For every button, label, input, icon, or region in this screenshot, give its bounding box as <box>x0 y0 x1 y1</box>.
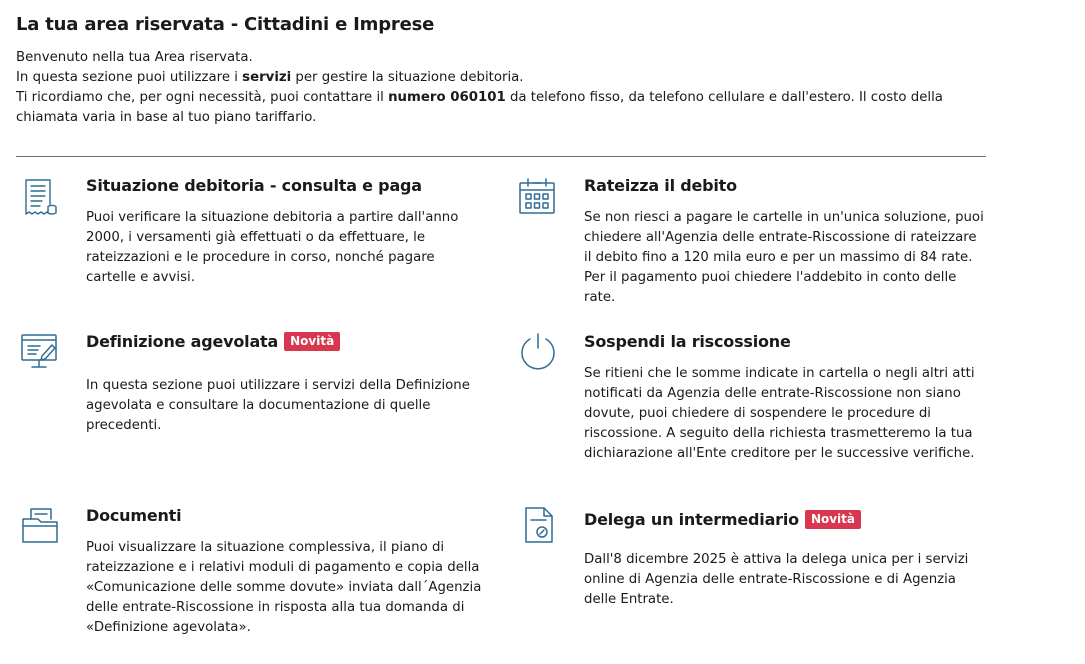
card-title-row <box>584 332 791 351</box>
card-title-row <box>86 176 422 195</box>
folder-document-icon <box>21 506 61 546</box>
card-sospendi-riscossione[interactable] <box>514 332 975 472</box>
card-title-row <box>584 176 737 195</box>
intro-services <box>16 68 976 88</box>
intro-contact-pre: Ti ricordiamo che, per ogni necessità, puoi contattare il <box>16 90 389 105</box>
intro-services-link[interactable]: servizi <box>242 70 292 85</box>
card-rateizza-debito[interactable] <box>514 176 984 305</box>
card-title-rateizza-debito[interactable]: Rateizza il debito <box>584 176 737 195</box>
card-desc-documenti: Puoi visualizzare la situazione complessiva, il piano di rateizzazione e i relativi moduli di pagamento e copia della «Comunicazione delle somme dovute» inviata dall´Agenzia delle entrate-Riscossione in risposta alla tua domanda di «Definizione agevolata». <box>86 540 482 635</box>
card-title-definizione-agevolata[interactable]: Definizione agevolata <box>86 332 279 351</box>
card-desc-rateizza-debito: Se non riesci a pagare le cartelle in un'unica soluzione, puoi chiedere all'Agenzia delle entrate-Riscossione di rateizzare il debito fino a 120 mila euro e per un massimo di 84 rate. Per il pagamento puoi chiedere l'addebito in conto delle rate. <box>584 210 984 305</box>
card-documenti[interactable] <box>16 506 482 646</box>
card-desc-sospendi-riscossione: Se ritieni che le somme indicate in cartella o negli altri atti notificati da Agenzia delle entrate-Riscossione non siano dovute, puoi chiedere di sospendere le procedure di riscossione. A seguito della richiesta trasmetteremo la tua dichiarazione all'Ente creditore per le successive verifiche. <box>584 366 975 461</box>
intro-text <box>16 48 976 128</box>
intro-phone-number: numero 060101 <box>388 90 506 105</box>
page-title: La tua area riservata - Cittadini e Imprese <box>16 14 435 35</box>
novita-badge: Novità <box>805 510 861 529</box>
intro-services-pre: In questa sezione puoi utilizzare i <box>16 70 243 85</box>
card-desc-definizione-agevolata: In questa sezione puoi utilizzare i servizi della Definizione agevolata e consultare la documentazione di quelle precedenti. <box>86 378 470 433</box>
card-delega-intermediario[interactable] <box>514 506 969 626</box>
novita-badge: Novità <box>284 332 340 351</box>
card-desc-delega-intermediario: Dall'8 dicembre 2025 è attiva la delega unica per i servizi online di Agenzia delle entrate-Riscossione e di Agenzia delle Entrate. <box>584 552 969 607</box>
intro-contact-post: da telefono fisso, da telefono cellulare e dall'estero. Il costo della chiamata varia in base al tuo piano tariffario. <box>16 90 943 125</box>
section-divider <box>16 156 986 157</box>
card-title-row <box>86 332 340 351</box>
card-situazione-debitoria[interactable] <box>16 176 459 296</box>
card-title-documenti[interactable]: Documenti <box>86 506 182 525</box>
card-definizione-agevolata[interactable] <box>16 332 470 452</box>
card-title-sospendi-riscossione[interactable]: Sospendi la riscossione <box>584 332 791 351</box>
receipt-icon <box>22 178 62 218</box>
card-title-situazione-debitoria[interactable]: Situazione debitoria - consulta e paga <box>86 176 422 195</box>
power-icon <box>518 332 558 372</box>
document-check-icon <box>522 506 562 546</box>
card-title-delega-intermediario[interactable]: Delega un intermediario <box>584 510 799 529</box>
calendar-icon <box>518 177 558 217</box>
intro-welcome: Benvenuto nella tua Area riservata. <box>16 50 253 65</box>
card-title-row <box>86 506 181 525</box>
intro-contact <box>16 88 976 128</box>
monitor-edit-icon <box>20 332 60 372</box>
intro-services-post: per gestire la situazione debitoria. <box>291 70 524 85</box>
card-desc-situazione-debitoria: Puoi verificare la situazione debitoria a partire dall'anno 2000, i versamenti già effettuati o da effettuare, le rateizzazioni e le procedure in corso, nonché pagare cartelle e avvisi. <box>86 210 459 285</box>
card-title-row <box>584 510 861 529</box>
